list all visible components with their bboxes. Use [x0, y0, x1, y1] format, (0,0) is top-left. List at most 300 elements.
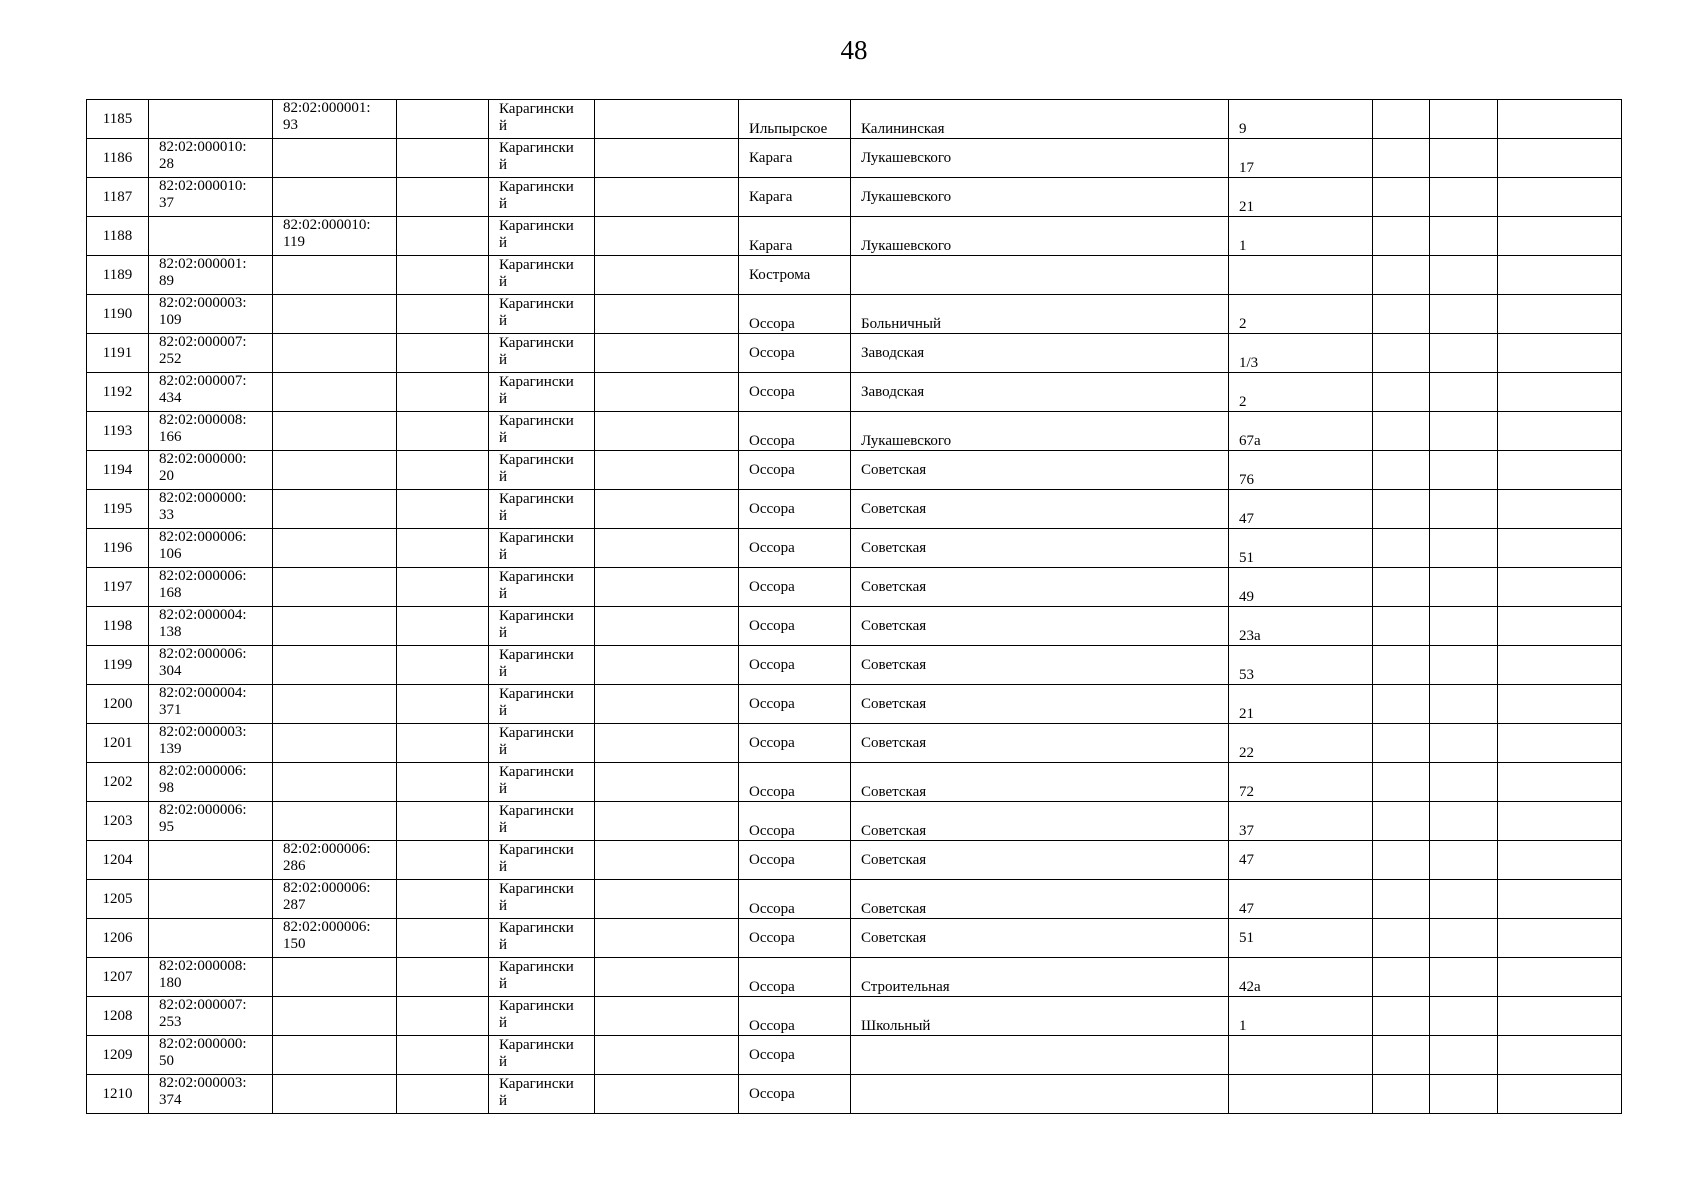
street-cell: Советская [851, 451, 1229, 490]
district-cell: Карагински й [489, 178, 595, 217]
table-row [87, 490, 1622, 529]
empty-cell [397, 217, 489, 256]
table-row [87, 451, 1622, 490]
empty-cell [1498, 802, 1622, 841]
empty-cell [1430, 568, 1498, 607]
empty-cell [397, 685, 489, 724]
row-number: 1206 [87, 919, 149, 958]
table-row [87, 646, 1622, 685]
empty-cell [595, 1036, 739, 1075]
empty-cell [1430, 802, 1498, 841]
house-cell: 17 [1229, 139, 1373, 178]
empty-cell [1373, 490, 1430, 529]
empty-cell [1430, 217, 1498, 256]
cadastral-number: 82:02:000001: 89 [149, 256, 273, 295]
locality-cell: Оссора [739, 646, 851, 685]
house-cell: 21 [1229, 178, 1373, 217]
empty-cell [1373, 841, 1430, 880]
house-cell: 47 [1229, 841, 1373, 880]
table-row [87, 139, 1622, 178]
cadastral-number: 82:02:000006: 98 [149, 763, 273, 802]
locality-cell: Оссора [739, 841, 851, 880]
district-cell: Карагински й [489, 763, 595, 802]
table-row [87, 997, 1622, 1036]
empty-cell [1498, 685, 1622, 724]
house-cell: 9 [1229, 100, 1373, 139]
empty-cell [397, 646, 489, 685]
empty-cell [595, 763, 739, 802]
row-number: 1205 [87, 880, 149, 919]
table-row [87, 763, 1622, 802]
cadastral-number: 82:02:000008: 166 [149, 412, 273, 451]
empty-cell [1430, 1075, 1498, 1114]
empty-cell [1498, 217, 1622, 256]
house-cell [1229, 256, 1373, 295]
empty-cell [1373, 217, 1430, 256]
empty-cell [1498, 841, 1622, 880]
locality-cell: Карага [739, 217, 851, 256]
cadastral-number: 82:02:000006: 168 [149, 568, 273, 607]
table-row [87, 841, 1622, 880]
empty-cell [397, 919, 489, 958]
empty-cell [1430, 412, 1498, 451]
cadastral-number: 82:02:000007: 252 [149, 334, 273, 373]
street-cell: Советская [851, 529, 1229, 568]
district-cell: Карагински й [489, 802, 595, 841]
empty-cell [1498, 724, 1622, 763]
cadastral-number-alt [273, 1075, 397, 1114]
cadastral-number-alt: 82:02:000006: 286 [273, 841, 397, 880]
locality-cell: Оссора [739, 451, 851, 490]
empty-cell [397, 1075, 489, 1114]
empty-cell [1373, 412, 1430, 451]
cadastral-number-alt [273, 997, 397, 1036]
empty-cell [1430, 1036, 1498, 1075]
row-number: 1196 [87, 529, 149, 568]
house-cell: 47 [1229, 880, 1373, 919]
table-row [87, 1036, 1622, 1075]
cadastral-number: 82:02:000004: 371 [149, 685, 273, 724]
empty-cell [1430, 295, 1498, 334]
row-number: 1201 [87, 724, 149, 763]
house-cell [1229, 1036, 1373, 1075]
empty-cell [397, 178, 489, 217]
empty-cell [1373, 685, 1430, 724]
district-cell: Карагински й [489, 568, 595, 607]
empty-cell [1430, 529, 1498, 568]
district-cell: Карагински й [489, 529, 595, 568]
district-cell: Карагински й [489, 724, 595, 763]
cadastral-number-alt: 82:02:000010: 119 [273, 217, 397, 256]
empty-cell [1373, 139, 1430, 178]
empty-cell [1373, 295, 1430, 334]
street-cell: Советская [851, 646, 1229, 685]
empty-cell [1373, 880, 1430, 919]
street-cell: Советская [851, 919, 1229, 958]
empty-cell [1373, 568, 1430, 607]
empty-cell [397, 802, 489, 841]
street-cell: Заводская [851, 373, 1229, 412]
house-cell: 2 [1229, 295, 1373, 334]
cadastral-number-alt [273, 958, 397, 997]
cadastral-number: 82:02:000006: 304 [149, 646, 273, 685]
table-row [87, 724, 1622, 763]
district-cell: Карагински й [489, 685, 595, 724]
empty-cell [1498, 529, 1622, 568]
empty-cell [1430, 997, 1498, 1036]
empty-cell [1373, 958, 1430, 997]
empty-cell [595, 607, 739, 646]
empty-cell [595, 880, 739, 919]
house-cell: 51 [1229, 919, 1373, 958]
empty-cell [397, 100, 489, 139]
empty-cell [1373, 529, 1430, 568]
empty-cell [397, 841, 489, 880]
street-cell [851, 1075, 1229, 1114]
street-cell [851, 256, 1229, 295]
row-number: 1197 [87, 568, 149, 607]
cadastral-number-alt [273, 178, 397, 217]
empty-cell [1430, 685, 1498, 724]
empty-cell [397, 568, 489, 607]
street-cell: Школьный [851, 997, 1229, 1036]
table-row [87, 178, 1622, 217]
house-cell: 22 [1229, 724, 1373, 763]
district-cell: Карагински й [489, 958, 595, 997]
empty-cell [1373, 763, 1430, 802]
empty-cell [1430, 841, 1498, 880]
empty-cell [397, 334, 489, 373]
cadastral-number-alt: 82:02:000006: 287 [273, 880, 397, 919]
empty-cell [1498, 607, 1622, 646]
district-cell: Карагински й [489, 646, 595, 685]
locality-cell: Оссора [739, 997, 851, 1036]
empty-cell [1373, 100, 1430, 139]
empty-cell [1430, 490, 1498, 529]
house-cell: 1 [1229, 217, 1373, 256]
cadastral-number-alt [273, 724, 397, 763]
district-cell: Карагински й [489, 412, 595, 451]
locality-cell: Оссора [739, 490, 851, 529]
table-row [87, 1075, 1622, 1114]
locality-cell: Оссора [739, 568, 851, 607]
row-number: 1202 [87, 763, 149, 802]
district-cell: Карагински й [489, 295, 595, 334]
district-cell: Карагински й [489, 880, 595, 919]
cadastral-number: 82:02:000010: 37 [149, 178, 273, 217]
house-cell: 37 [1229, 802, 1373, 841]
locality-cell: Оссора [739, 412, 851, 451]
locality-cell: Оссора [739, 607, 851, 646]
empty-cell [1498, 100, 1622, 139]
row-number: 1204 [87, 841, 149, 880]
district-cell: Карагински й [489, 139, 595, 178]
cadastral-number: 82:02:000010: 28 [149, 139, 273, 178]
locality-cell: Оссора [739, 724, 851, 763]
cadastral-number-alt [273, 802, 397, 841]
house-cell: 1/3 [1229, 334, 1373, 373]
locality-cell: Оссора [739, 802, 851, 841]
row-number: 1209 [87, 1036, 149, 1075]
empty-cell [595, 256, 739, 295]
page-number: 48 [840, 35, 868, 65]
row-number: 1199 [87, 646, 149, 685]
row-number: 1200 [87, 685, 149, 724]
empty-cell [1430, 724, 1498, 763]
cadastral-number-alt [273, 139, 397, 178]
row-number: 1185 [87, 100, 149, 139]
empty-cell [1373, 919, 1430, 958]
district-cell: Карагински й [489, 373, 595, 412]
empty-cell [1430, 100, 1498, 139]
empty-cell [1498, 1036, 1622, 1075]
house-cell: 23а [1229, 607, 1373, 646]
house-cell: 2 [1229, 373, 1373, 412]
empty-cell [1498, 139, 1622, 178]
empty-cell [1430, 880, 1498, 919]
empty-cell [1373, 451, 1430, 490]
table-row [87, 334, 1622, 373]
row-number: 1207 [87, 958, 149, 997]
empty-cell [1373, 724, 1430, 763]
empty-cell [1498, 373, 1622, 412]
empty-cell [595, 841, 739, 880]
empty-cell [595, 529, 739, 568]
row-number: 1189 [87, 256, 149, 295]
street-cell: Советская [851, 724, 1229, 763]
registry-table [86, 99, 1622, 1114]
row-number: 1198 [87, 607, 149, 646]
cadastral-number: 82:02:000003: 374 [149, 1075, 273, 1114]
district-cell: Карагински й [489, 100, 595, 139]
district-cell: Карагински й [489, 997, 595, 1036]
empty-cell [1430, 256, 1498, 295]
empty-cell [397, 607, 489, 646]
district-cell: Карагински й [489, 256, 595, 295]
street-cell [851, 1036, 1229, 1075]
locality-cell: Оссора [739, 1036, 851, 1075]
cadastral-number: 82:02:000007: 253 [149, 997, 273, 1036]
row-number: 1194 [87, 451, 149, 490]
locality-cell: Оссора [739, 919, 851, 958]
row-number: 1193 [87, 412, 149, 451]
empty-cell [595, 295, 739, 334]
empty-cell [397, 256, 489, 295]
empty-cell [397, 490, 489, 529]
empty-cell [595, 958, 739, 997]
locality-cell: Оссора [739, 685, 851, 724]
table-row [87, 100, 1622, 139]
row-number: 1203 [87, 802, 149, 841]
cadastral-number: 82:02:000007: 434 [149, 373, 273, 412]
table-row [87, 256, 1622, 295]
cadastral-number [149, 880, 273, 919]
district-cell: Карагински й [489, 607, 595, 646]
table-row [87, 685, 1622, 724]
row-number: 1191 [87, 334, 149, 373]
district-cell: Карагински й [489, 841, 595, 880]
row-number: 1192 [87, 373, 149, 412]
row-number: 1186 [87, 139, 149, 178]
cadastral-number-alt [273, 334, 397, 373]
house-cell: 76 [1229, 451, 1373, 490]
street-cell: Больничный [851, 295, 1229, 334]
empty-cell [397, 373, 489, 412]
empty-cell [1498, 997, 1622, 1036]
cadastral-number: 82:02:000008: 180 [149, 958, 273, 997]
empty-cell [1430, 373, 1498, 412]
cadastral-number: 82:02:000000: 33 [149, 490, 273, 529]
street-cell: Лукашевского [851, 217, 1229, 256]
empty-cell [595, 685, 739, 724]
street-cell: Советская [851, 802, 1229, 841]
empty-cell [397, 958, 489, 997]
row-number: 1188 [87, 217, 149, 256]
empty-cell [1430, 958, 1498, 997]
cadastral-number-alt [273, 529, 397, 568]
empty-cell [397, 724, 489, 763]
locality-cell: Кострома [739, 256, 851, 295]
empty-cell [595, 217, 739, 256]
house-cell [1229, 1075, 1373, 1114]
house-cell: 53 [1229, 646, 1373, 685]
table-row [87, 880, 1622, 919]
district-cell: Карагински й [489, 490, 595, 529]
empty-cell [1430, 646, 1498, 685]
table-row [87, 529, 1622, 568]
cadastral-number-alt [273, 451, 397, 490]
cadastral-number-alt [273, 607, 397, 646]
locality-cell: Оссора [739, 295, 851, 334]
house-cell: 21 [1229, 685, 1373, 724]
empty-cell [1373, 607, 1430, 646]
locality-cell: Карага [739, 178, 851, 217]
empty-cell [595, 451, 739, 490]
row-number: 1195 [87, 490, 149, 529]
empty-cell [1430, 607, 1498, 646]
empty-cell [1498, 295, 1622, 334]
empty-cell [1498, 451, 1622, 490]
cadastral-number: 82:02:000006: 95 [149, 802, 273, 841]
street-cell: Советская [851, 490, 1229, 529]
empty-cell [595, 412, 739, 451]
cadastral-number: 82:02:000004: 138 [149, 607, 273, 646]
house-cell: 1 [1229, 997, 1373, 1036]
cadastral-number-alt: 82:02:000001: 93 [273, 100, 397, 139]
empty-cell [397, 412, 489, 451]
cadastral-number [149, 919, 273, 958]
empty-cell [595, 802, 739, 841]
street-cell: Советская [851, 880, 1229, 919]
empty-cell [1373, 1036, 1430, 1075]
locality-cell: Оссора [739, 763, 851, 802]
empty-cell [595, 139, 739, 178]
district-cell: Карагински й [489, 451, 595, 490]
locality-cell: Ильпырское [739, 100, 851, 139]
empty-cell [595, 373, 739, 412]
cadastral-number-alt [273, 568, 397, 607]
table-row [87, 373, 1622, 412]
street-cell: Лукашевского [851, 139, 1229, 178]
empty-cell [595, 1075, 739, 1114]
street-cell: Советская [851, 841, 1229, 880]
empty-cell [1498, 646, 1622, 685]
empty-cell [1373, 646, 1430, 685]
empty-cell [1498, 490, 1622, 529]
cadastral-number: 82:02:000006: 106 [149, 529, 273, 568]
empty-cell [1498, 334, 1622, 373]
cadastral-number-alt [273, 412, 397, 451]
cadastral-number [149, 841, 273, 880]
empty-cell [1373, 256, 1430, 295]
cadastral-number: 82:02:000000: 50 [149, 1036, 273, 1075]
district-cell: Карагински й [489, 919, 595, 958]
cadastral-number-alt [273, 763, 397, 802]
empty-cell [397, 1036, 489, 1075]
empty-cell [1373, 802, 1430, 841]
house-cell: 51 [1229, 529, 1373, 568]
empty-cell [595, 997, 739, 1036]
street-cell: Заводская [851, 334, 1229, 373]
empty-cell [1373, 997, 1430, 1036]
street-cell: Советская [851, 607, 1229, 646]
district-cell: Карагински й [489, 1036, 595, 1075]
empty-cell [595, 919, 739, 958]
cadastral-number: 82:02:000003: 139 [149, 724, 273, 763]
empty-cell [595, 646, 739, 685]
house-cell: 67а [1229, 412, 1373, 451]
table-row [87, 295, 1622, 334]
empty-cell [595, 568, 739, 607]
empty-cell [1430, 334, 1498, 373]
empty-cell [1430, 178, 1498, 217]
empty-cell [595, 100, 739, 139]
empty-cell [1498, 178, 1622, 217]
table-row [87, 568, 1622, 607]
empty-cell [1430, 451, 1498, 490]
street-cell: Калининская [851, 100, 1229, 139]
empty-cell [595, 334, 739, 373]
empty-cell [595, 724, 739, 763]
cadastral-number-alt [273, 256, 397, 295]
empty-cell [1373, 178, 1430, 217]
street-cell: Строительная [851, 958, 1229, 997]
table-row [87, 412, 1622, 451]
locality-cell: Оссора [739, 1075, 851, 1114]
row-number: 1210 [87, 1075, 149, 1114]
table-row [87, 919, 1622, 958]
cadastral-number-alt [273, 646, 397, 685]
empty-cell [1498, 763, 1622, 802]
empty-cell [397, 451, 489, 490]
house-cell: 42а [1229, 958, 1373, 997]
locality-cell: Оссора [739, 880, 851, 919]
cadastral-number-alt [273, 685, 397, 724]
cadastral-number-alt [273, 1036, 397, 1075]
locality-cell: Оссора [739, 334, 851, 373]
registry-table-body [87, 100, 1622, 1114]
empty-cell [1498, 256, 1622, 295]
empty-cell [397, 295, 489, 334]
empty-cell [1430, 919, 1498, 958]
street-cell: Лукашевского [851, 412, 1229, 451]
table-row [87, 958, 1622, 997]
cadastral-number-alt: 82:02:000006: 150 [273, 919, 397, 958]
empty-cell [397, 997, 489, 1036]
district-cell: Карагински й [489, 334, 595, 373]
empty-cell [397, 139, 489, 178]
cadastral-number-alt [273, 373, 397, 412]
